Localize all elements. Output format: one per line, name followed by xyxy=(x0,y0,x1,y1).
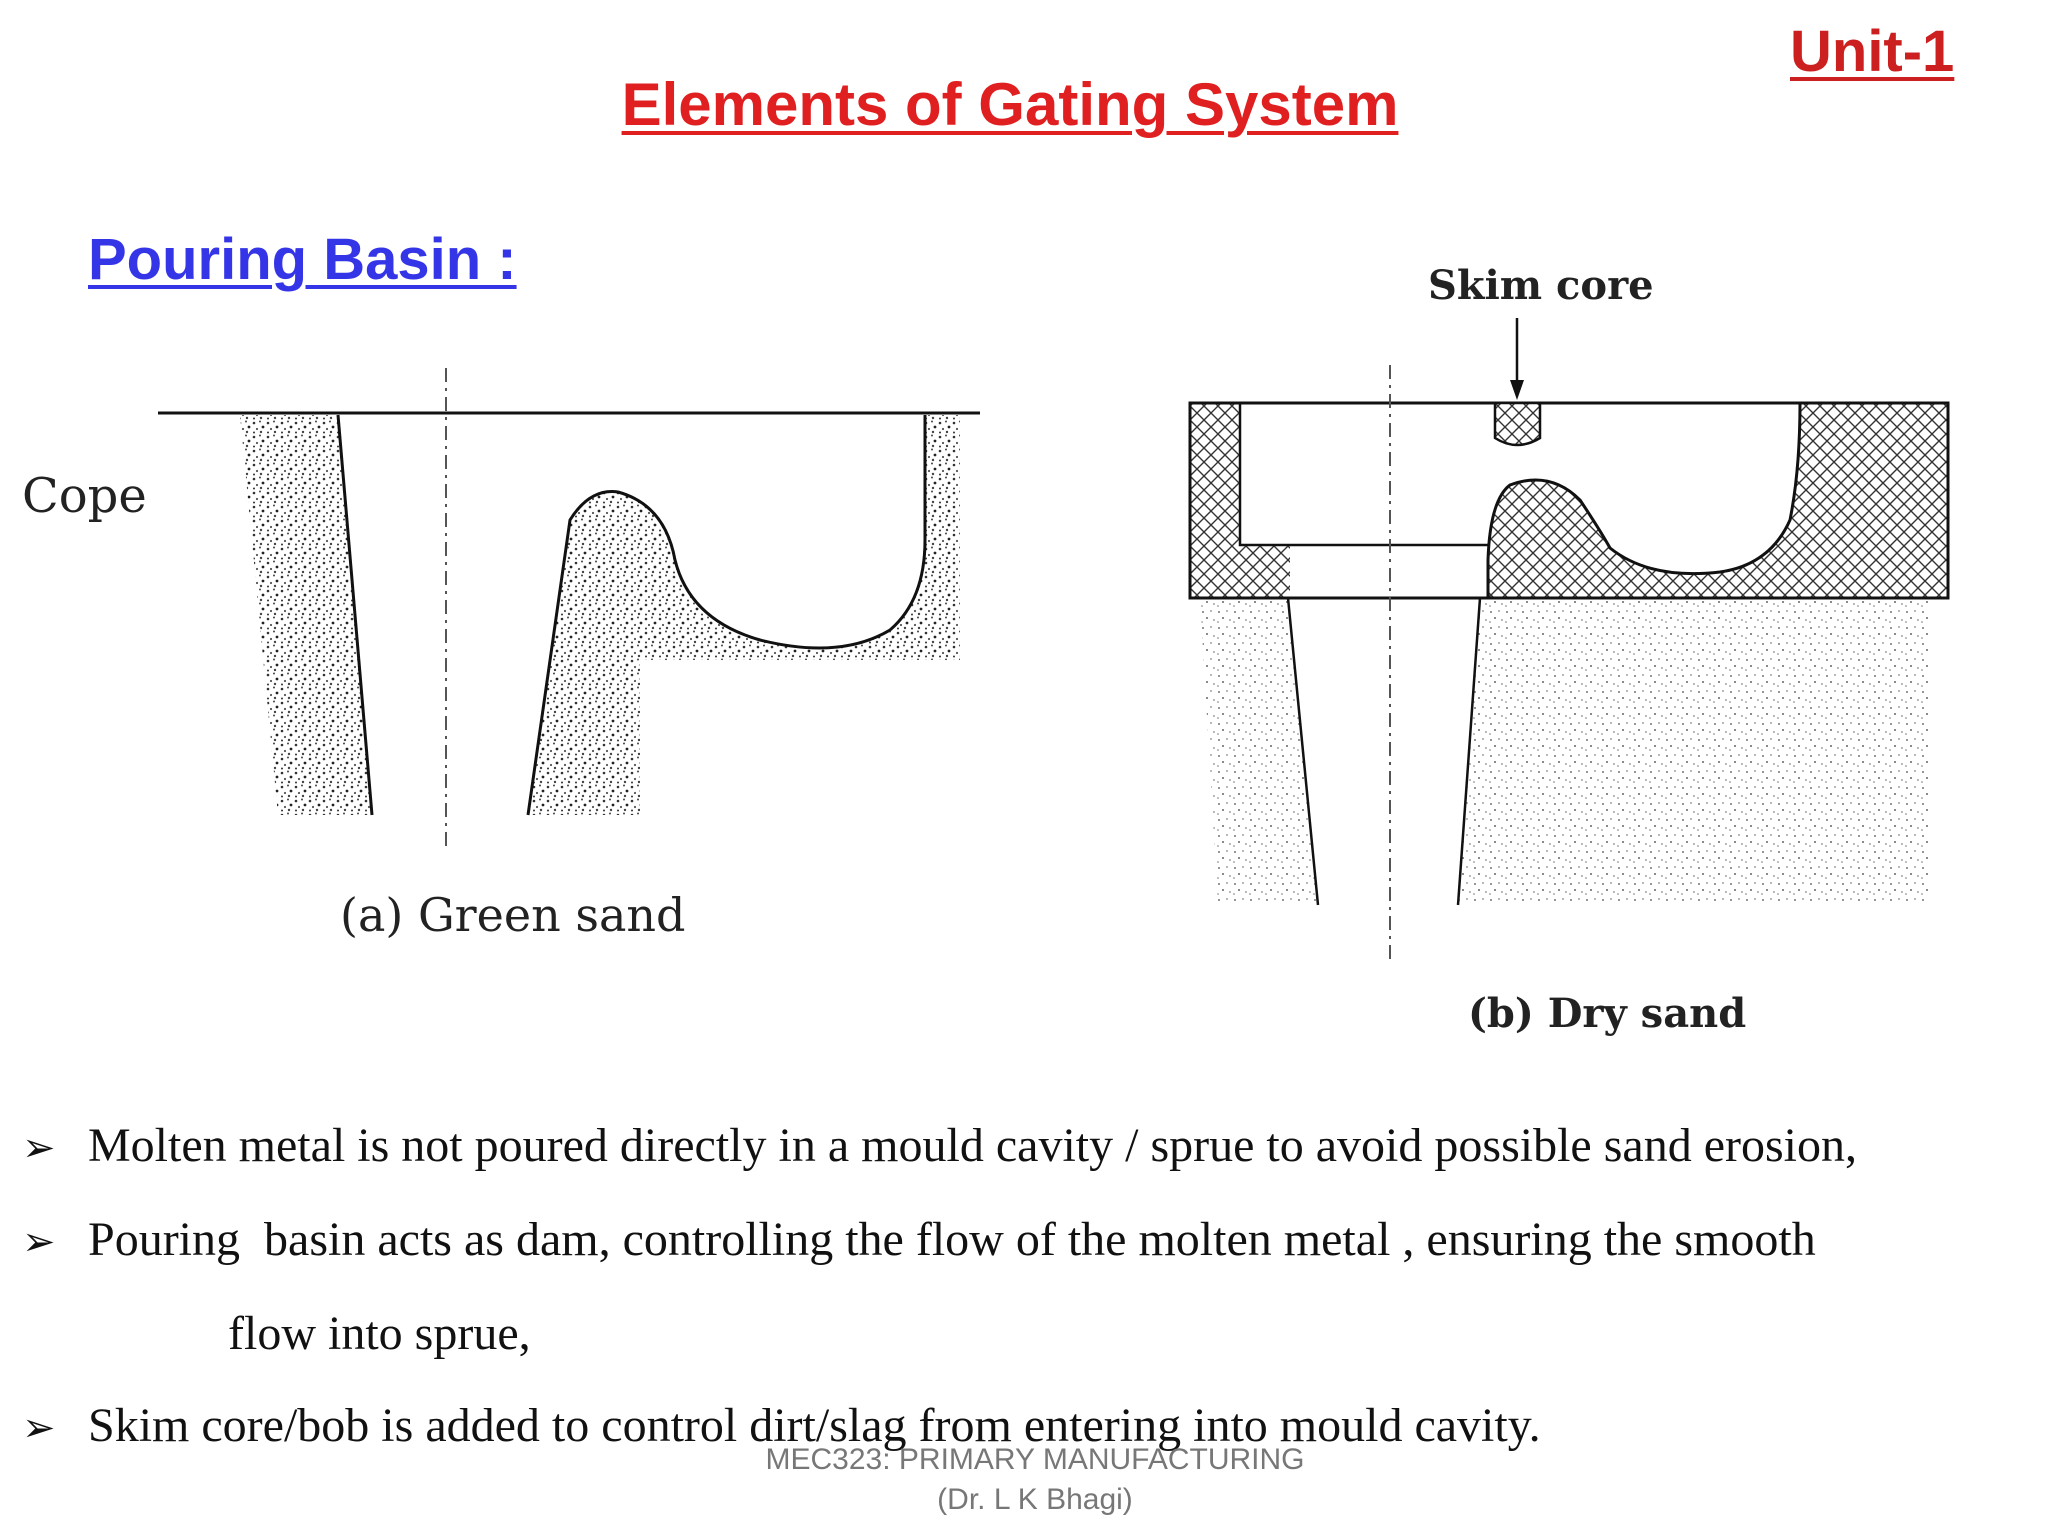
dry-sand-lower-left xyxy=(1200,598,1318,905)
cope-label: Cope xyxy=(22,468,147,524)
bullet-arrow-icon: ➢ xyxy=(22,1219,56,1264)
footer-author: (Dr. L K Bhagi) xyxy=(937,1483,1133,1516)
skim-core-label: Skim core xyxy=(1428,262,1654,309)
section-heading: Pouring Basin : xyxy=(88,227,517,292)
bullet-text: Pouring basin acts as dam, controlling the flow of the molten metal , ensuring the smooth xyxy=(88,1213,1816,1266)
skim-core xyxy=(1495,403,1540,445)
dry-sand-lower-right xyxy=(1458,598,1930,905)
pouring-basin-figures xyxy=(0,260,2048,1060)
unit-label: Unit-1 xyxy=(1790,19,1955,84)
slide-title: Elements of Gating System xyxy=(621,71,1399,138)
bullet-list xyxy=(22,1100,2032,1474)
bullet-item xyxy=(22,1194,2032,1288)
bullet-arrow-icon: ➢ xyxy=(22,1125,56,1170)
footer xyxy=(0,1440,2048,1520)
footer-course: MEC323: PRIMARY MANUFACTURING xyxy=(765,1443,1305,1476)
bullet-text: Skim core/bob is added to control dirt/slag from entering into mould cavity. xyxy=(88,1399,1541,1452)
bullet-item xyxy=(22,1100,2032,1194)
left-sand-wall xyxy=(240,415,372,815)
green-sand-figure xyxy=(158,368,980,850)
dry-sand-caption: (b) Dry sand xyxy=(1468,990,1747,1037)
bullet-text: Molten metal is not poured directly in a mould cavity / sprue to avoid possible sand erosion, xyxy=(88,1119,1858,1172)
basin-block-right xyxy=(1488,403,1948,598)
dry-sand-figure xyxy=(1190,318,1948,960)
bullet-continuation: flow into sprue, xyxy=(228,1307,531,1360)
basin-sand-body xyxy=(528,415,960,815)
bullet-arrow-icon: ➢ xyxy=(22,1405,56,1450)
green-sand-caption: (a) Green sand xyxy=(340,888,686,942)
